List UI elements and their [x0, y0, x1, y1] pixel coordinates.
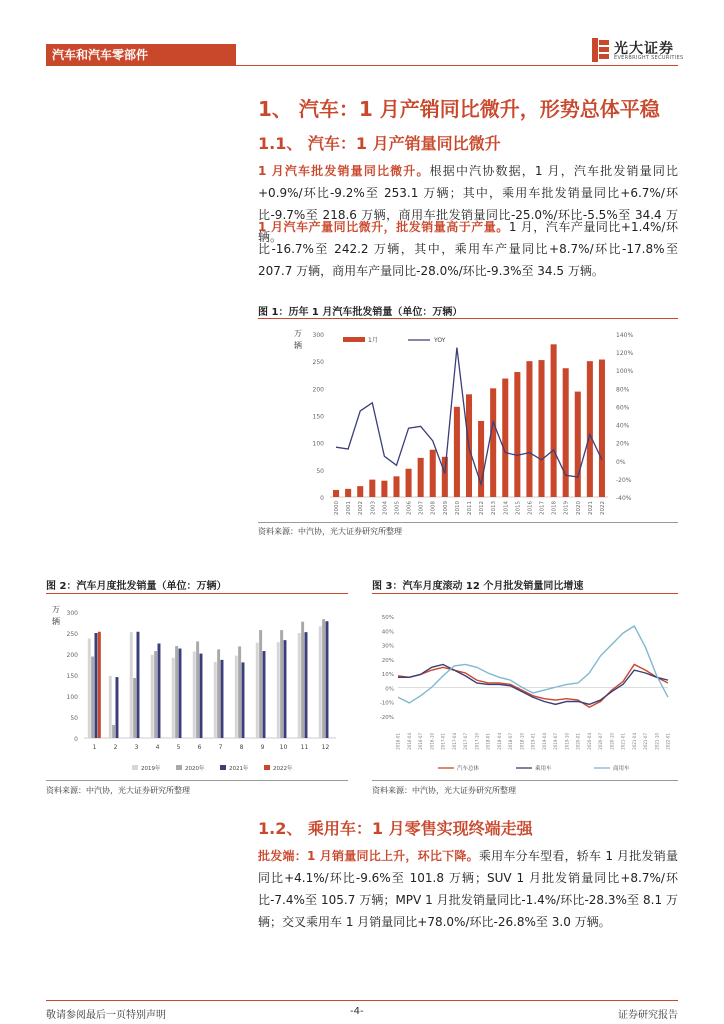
- fig1-bar: [418, 458, 424, 497]
- fig3-xtick: 2021-07: [643, 733, 648, 750]
- fig2-bar: [256, 643, 259, 738]
- figure-2-source: 资料来源：中汽协，光大证券研究所整理: [46, 786, 190, 795]
- fig3-ytick: 20%: [381, 657, 394, 664]
- fig1-xtick: 2017: [539, 501, 546, 515]
- fig2-xtick: 3: [134, 744, 139, 751]
- fig1-bar: [502, 379, 508, 497]
- fig1-xtick: 2020: [575, 501, 582, 515]
- fig1-ytick-left: 250: [312, 359, 324, 367]
- fig2-legend-swatch: [132, 765, 138, 770]
- paragraph-1-body: 根据中汽协数据，1 月，汽车批发销量同比+0.9%/环比-9.2%至 253.1 万辆；其中，乘用车批发销量同比+6.7%/环比-9.7%至 218.6 万辆，商用车批发销量同比-25.0%/环比-5.5%至 34.4 万辆。: [258, 164, 679, 244]
- fig2-bar: [133, 678, 136, 738]
- paragraph-2: [258, 216, 678, 282]
- fig1-bar: [357, 486, 363, 497]
- fig2-ytick: 100: [66, 694, 78, 701]
- fig1-xtick: 2018: [551, 501, 558, 515]
- fig2-legend-swatch: [220, 765, 226, 770]
- logo-mark-icon: [592, 38, 610, 62]
- fig3-xtick: 2019-10: [564, 733, 570, 750]
- figure-1-bottom-rule: [258, 522, 678, 523]
- fig1-ytick-right: 60%: [616, 404, 630, 412]
- fig1-ytick-left: 100: [312, 440, 324, 448]
- fig2-bar: [175, 646, 178, 738]
- footer-disclaimer: 敬请参阅最后一页特别声明: [46, 1010, 166, 1021]
- fig1-xtick: 2004: [382, 501, 389, 515]
- fig1-xtick: 2003: [370, 501, 377, 515]
- figure-1-source: 资料来源：中汽协，光大证券研究所整理: [258, 527, 402, 536]
- fig2-bar: [116, 677, 119, 738]
- fig2-xtick: 8: [239, 744, 244, 751]
- fig2-bar: [154, 651, 157, 738]
- fig2-bar: [298, 633, 301, 738]
- fig2-legend-label: 2022年: [273, 766, 293, 772]
- figure-2-chart: [46, 598, 348, 778]
- fig2-xtick: 5: [176, 744, 181, 751]
- fig1-xtick: 2019: [563, 501, 570, 515]
- fig1-xtick: 2015: [515, 501, 522, 515]
- section-tab: 汽车和汽车零部件: [46, 44, 236, 66]
- fig2-bar: [88, 638, 91, 738]
- fig2-xtick: 7: [218, 744, 223, 751]
- fig1-xtick: 2009: [442, 501, 449, 515]
- fig1-xtick: 2005: [394, 501, 401, 515]
- fig2-legend-label: 2019年: [141, 766, 161, 772]
- fig2-bar: [112, 725, 115, 738]
- fig2-unit-label-1: 万: [52, 605, 60, 614]
- header-divider: [46, 65, 678, 66]
- fig1-ytick-left: 200: [312, 386, 324, 394]
- fig2-bar: [98, 632, 101, 738]
- fig2-bar: [137, 632, 140, 738]
- fig3-xtick: 2017-10: [474, 733, 480, 750]
- fig1-bar: [551, 344, 557, 497]
- fig2-unit-label-2: 辆: [52, 617, 60, 626]
- fig2-bar: [109, 676, 112, 738]
- fig1-bar: [345, 489, 351, 497]
- fig3-legend-label: 商用车: [613, 766, 630, 772]
- figure-3-source: 资料来源：中汽协，光大证券研究所整理: [372, 786, 516, 795]
- fig3-xtick: 2018-01: [485, 733, 491, 750]
- fig3-xtick: 2020-10: [609, 733, 615, 750]
- fig3-xtick: 2021-10: [654, 733, 660, 750]
- paragraph-3: [258, 845, 678, 933]
- fig2-legend-label: 2020年: [185, 766, 205, 772]
- fig1-ytick-left: 150: [312, 413, 324, 421]
- fig1-ytick-left: 0: [320, 495, 324, 502]
- fig1-ytick-left: 300: [312, 332, 324, 339]
- fig2-xtick: 1: [92, 744, 97, 751]
- fig2-xtick: 4: [155, 744, 160, 751]
- fig2-bar: [326, 621, 329, 738]
- figure-2-title: 图 2：汽车月度批发销量（单位：万辆）: [46, 581, 227, 592]
- fig3-xtick: 2020-01: [575, 733, 581, 750]
- fig2-bar: [179, 649, 182, 738]
- fig1-bar: [442, 457, 448, 497]
- fig1-bar: [393, 476, 399, 497]
- fig2-xtick: 2: [113, 744, 118, 751]
- fig1-bar: [490, 388, 496, 497]
- fig1-ytick-right: 100%: [616, 368, 634, 376]
- fig1-bar: [526, 361, 532, 497]
- fig3-xtick: 2016-07: [418, 733, 423, 750]
- fig3-xtick: 2017-01: [440, 733, 446, 750]
- fig2-bar: [322, 619, 325, 738]
- fig2-bar: [277, 642, 280, 738]
- fig1-xtick: 2000: [334, 501, 341, 515]
- fig1-bar: [333, 490, 339, 497]
- paragraph-3-lead: 批发端：1 月销量同比上升，环比下降。: [258, 849, 479, 863]
- fig3-xtick: 2019-01: [530, 733, 536, 750]
- fig2-xtick: 10: [279, 744, 288, 751]
- fig1-ytick-right: 80%: [616, 386, 630, 394]
- fig1-xtick: 2008: [430, 501, 437, 515]
- fig1-bar: [575, 392, 581, 497]
- fig2-bar: [221, 660, 224, 738]
- fig2-legend-swatch: [176, 765, 182, 770]
- fig2-bar: [91, 657, 94, 738]
- fig3-xtick: 2018-10: [519, 733, 525, 750]
- fig2-bar: [214, 662, 217, 738]
- fig1-ytick-right: 140%: [616, 332, 634, 339]
- figure-1-title: 图 1：历年 1 月汽车批发销量（单位：万辆）: [258, 307, 463, 318]
- fig1-unit-label-2: 辆: [294, 341, 302, 350]
- fig1-xtick: 2013: [491, 501, 498, 515]
- figure-1-chart: [258, 322, 678, 522]
- fig1-bar: [381, 481, 387, 497]
- figure-2-top-rule: [46, 593, 348, 594]
- fig2-bar: [263, 651, 266, 738]
- fig2-bar: [242, 662, 245, 738]
- fig1-bar: [563, 368, 569, 497]
- paragraph-3-body: 乘用车分车型看，轿车 1 月批发销量同比+4.1%/环比-9.6%至 101.8 万辆；SUV 1 月批发销量同比+8.7%/环比-7.4%至 105.7 万辆；MPV 1 月批发销量同比-1.4%/环比-28.3%至 8.1 万辆；交叉乘用车 1 月销量同比+78.0%/环比-26.8%至 3.0 万辆。: [258, 849, 679, 929]
- fig1-bar: [539, 360, 545, 497]
- fig2-xtick: 6: [197, 744, 202, 751]
- fig2-bar: [130, 632, 133, 738]
- fig3-xtick: 2019-04: [541, 733, 547, 750]
- fig1-bar: [369, 480, 375, 497]
- fig1-bar: [406, 469, 412, 497]
- fig2-bar: [305, 632, 308, 738]
- paragraph-2-lead: 1 月汽车产量同比微升，批发销量高于产量。: [258, 220, 509, 234]
- fig3-xtick: 2020-04: [586, 733, 592, 750]
- fig1-ytick-right: 20%: [616, 440, 630, 448]
- fig3-xtick: 2016-10: [429, 733, 435, 750]
- fig3-xtick: 2021-04: [631, 733, 637, 750]
- fig3-xtick: 2020-07: [598, 733, 603, 750]
- fig1-xtick: 2016: [527, 501, 534, 515]
- section-heading: 1、 汽车：1 月产销同比微升，形势总体平稳: [258, 97, 660, 121]
- fig3-xtick: 2021-01: [620, 733, 626, 750]
- fig3-series-line: [398, 664, 668, 704]
- fig2-bar: [319, 626, 322, 738]
- fig1-xtick: 2006: [406, 501, 413, 515]
- fig1-xtick: 2014: [503, 501, 510, 515]
- fig2-bar: [280, 630, 283, 738]
- fig2-bar: [95, 633, 98, 738]
- logo-subtext: EVERBRIGHT SECURITIES: [614, 55, 684, 61]
- fig2-ytick: 200: [66, 652, 78, 659]
- fig3-xtick: 2018-07: [508, 733, 513, 750]
- paragraph-2-body: 1 月，汽车产量同比+1.4%/环比-16.7%至 242.2 万辆，其中，乘用车产量同比+8.7%/环比-17.8%至 207.7 万辆，商用车产量同比-28.0%/环比-9.3%至 34.5 万辆。: [258, 220, 678, 278]
- fig2-bar: [284, 640, 287, 738]
- fig2-bar: [196, 641, 199, 738]
- fig1-bar: [599, 360, 605, 497]
- logo-text: 光大证券: [614, 41, 674, 57]
- fig3-ytick: 30%: [381, 643, 394, 650]
- fig1-bar: [587, 361, 593, 497]
- fig2-legend-swatch: [264, 765, 270, 770]
- subsection-heading-2: 1.2、 乘用车：1 月零售实现终端走强: [258, 819, 533, 838]
- fig3-ytick: 10%: [381, 672, 394, 678]
- fig2-bar: [200, 654, 203, 738]
- fig2-ytick: 300: [66, 610, 78, 617]
- fig3-ytick: 40%: [381, 629, 394, 636]
- fig2-bar: [172, 658, 175, 738]
- fig2-xtick: 12: [321, 744, 330, 751]
- fig1-bar: [514, 372, 520, 497]
- fig3-legend-label: 乘用车: [535, 766, 552, 772]
- fig2-bar: [259, 630, 262, 738]
- fig2-legend-label: 2021年: [229, 766, 249, 772]
- fig1-legend-label-line: YOY: [434, 337, 446, 344]
- figure-2-bottom-rule: [46, 780, 348, 781]
- fig1-ytick-left: 50: [316, 467, 324, 475]
- figure-3-top-rule: [372, 593, 678, 594]
- fig2-xtick: 9: [260, 744, 265, 751]
- fig2-bar: [151, 655, 154, 738]
- footer-divider: [46, 1000, 678, 1001]
- fig2-bar: [217, 649, 220, 738]
- fig1-xtick: 2010: [454, 501, 461, 515]
- fig1-ytick-right: 40%: [616, 422, 630, 430]
- fig3-xtick: 2016-04: [406, 733, 412, 750]
- fig1-bar: [430, 450, 436, 497]
- fig1-xtick: 2002: [358, 501, 365, 515]
- fig3-ytick: -20%: [379, 714, 394, 721]
- fig2-ytick: 50: [70, 715, 78, 722]
- fig3-ytick: -10%: [379, 700, 394, 707]
- fig3-series-line: [398, 626, 668, 703]
- fig2-bar: [235, 656, 238, 738]
- fig3-xtick: 2017-04: [451, 733, 457, 750]
- fig2-bar: [238, 646, 241, 738]
- fig1-legend-swatch-bar: [343, 337, 365, 342]
- fig2-xtick: 11: [300, 744, 309, 751]
- fig1-ytick-right: -40%: [616, 495, 632, 502]
- fig1-xtick: 2021: [587, 501, 594, 515]
- fig2-bar: [193, 651, 196, 738]
- fig2-ytick: 150: [66, 673, 78, 680]
- fig3-xtick: 2022-01: [665, 733, 671, 750]
- page-number: -4-: [350, 1006, 364, 1017]
- figure-3-bottom-rule: [372, 780, 678, 781]
- fig1-bar: [454, 407, 460, 497]
- fig1-xtick: 2011: [467, 501, 473, 515]
- subsection-heading-1: 1.1、 汽车：1 月产销量同比微升: [258, 134, 501, 153]
- fig3-xtick: 2017-07: [463, 733, 468, 750]
- figure-3-chart: [372, 598, 678, 778]
- fig2-bar: [158, 644, 161, 739]
- fig3-xtick: 2016-01: [395, 733, 401, 750]
- paragraph-1-lead: 1 月汽车批发销量同比微升。: [258, 164, 430, 178]
- fig3-xtick: 2019-07: [553, 733, 558, 750]
- fig2-bar: [301, 622, 304, 738]
- fig3-ytick: 0%: [385, 686, 394, 693]
- fig3-ytick: 50%: [381, 615, 394, 621]
- fig3-xtick: 2018-04: [496, 733, 502, 750]
- fig1-ytick-right: -20%: [616, 476, 632, 484]
- fig1-xtick: 2022: [599, 501, 606, 515]
- fig1-unit-label-1: 万: [294, 329, 302, 338]
- fig2-ytick: 0: [74, 736, 78, 743]
- fig2-ytick: 250: [66, 631, 78, 638]
- fig1-xtick: 2001: [346, 501, 353, 515]
- footer-report-type: 证券研究报告: [618, 1010, 678, 1021]
- figure-1-top-rule: [258, 318, 678, 319]
- fig1-ytick-right: 0%: [616, 458, 626, 466]
- fig1-xtick: 2007: [418, 501, 425, 515]
- fig1-ytick-right: 120%: [616, 350, 634, 358]
- fig3-series-line: [398, 664, 668, 707]
- fig3-legend-label: 汽车总体: [457, 766, 480, 772]
- figure-3-title: 图 3：汽车月度滚动 12 个月批发销量同比增速: [372, 581, 584, 592]
- fig1-legend-label-bar: 1月: [368, 337, 378, 344]
- fig1-xtick: 2012: [479, 501, 486, 515]
- brand-logo: [592, 36, 682, 66]
